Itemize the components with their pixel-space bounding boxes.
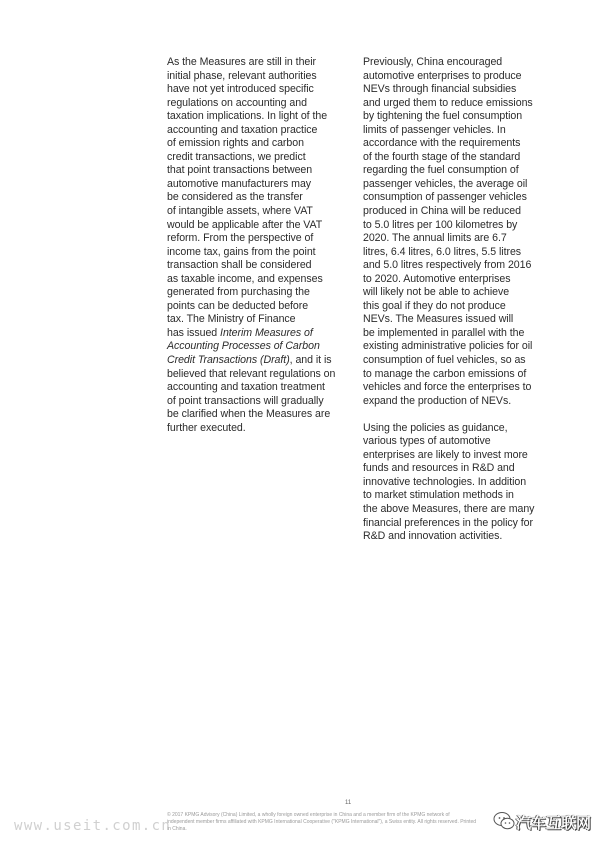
wechat-icon bbox=[493, 811, 515, 831]
text-line: that point transactions between bbox=[167, 164, 313, 177]
text-line: transaction shall be considered bbox=[167, 259, 312, 272]
text-line: existing administrative policies for oil bbox=[363, 340, 533, 353]
text-line: regarding the fuel consumption of bbox=[363, 164, 519, 177]
text-line: to 2020. Automotive enterprises bbox=[363, 272, 511, 285]
text-line: passenger vehicles, the average oil bbox=[363, 177, 528, 190]
text-line: generated from purchasing the bbox=[167, 286, 310, 299]
text-fragment: , and it is bbox=[289, 354, 332, 367]
page-number: 11 bbox=[345, 800, 352, 806]
text-line: this goal if they do not produce bbox=[363, 299, 506, 312]
text-line: of point transactions will gradually bbox=[167, 394, 324, 407]
right-column bbox=[363, 56, 551, 544]
text-line: accounting and taxation practice bbox=[167, 123, 318, 136]
text-line: credit transactions, we predict bbox=[167, 150, 306, 163]
text-line: be clarified when the Measures are bbox=[167, 408, 331, 421]
text-line bbox=[167, 354, 355, 368]
site-watermark: www.useit.com.cn bbox=[14, 818, 172, 834]
text-line bbox=[167, 327, 355, 341]
text-line: to market stimulation methods in bbox=[363, 489, 514, 502]
text-line: tax. The Ministry of Finance bbox=[167, 313, 296, 326]
text-line: consumption of fuel vehicles, so as bbox=[363, 354, 526, 367]
text-line: funds and resources in R&D and bbox=[363, 462, 515, 475]
text-line: believed that relevant regulations on bbox=[167, 367, 336, 380]
text-line: accounting and taxation treatment bbox=[167, 381, 325, 394]
text-line: financial preferences in the policy for bbox=[363, 516, 533, 529]
left-column bbox=[167, 56, 355, 435]
text-line: enterprises are likely to invest more bbox=[363, 448, 528, 461]
text-line: of the fourth stage of the standard bbox=[363, 150, 521, 163]
text-line: points can be deducted before bbox=[167, 299, 309, 312]
text-line: expand the production of NEVs. bbox=[363, 394, 512, 407]
text-line: as taxable income, and expenses bbox=[167, 272, 323, 285]
text-line: various types of automotive bbox=[363, 435, 491, 448]
text-line: and urged them to reduce emissions bbox=[363, 96, 533, 109]
text-line: of intangible assets, where VAT bbox=[167, 205, 313, 218]
text-line: taxation implications. In light of the bbox=[167, 110, 328, 123]
text-line: would be applicable after the VAT bbox=[167, 218, 323, 231]
text-line: As the Measures are still in their bbox=[167, 56, 317, 68]
text-line: and 5.0 litres respectively from 2016 bbox=[363, 259, 532, 272]
text-line: reform. From the perspective of bbox=[167, 232, 314, 245]
paragraph-previously bbox=[363, 56, 551, 408]
text-line: initial phase, relevant authorities bbox=[167, 69, 317, 82]
copyright-footer bbox=[167, 812, 507, 833]
text-fragment: has issued bbox=[167, 326, 221, 339]
text-line: of emission rights and carbon bbox=[167, 137, 304, 150]
text-line: NEVs. The Measures issued will bbox=[363, 313, 514, 326]
text-line: innovative technologies. In addition bbox=[363, 475, 527, 488]
text-line: automotive manufacturers may bbox=[167, 177, 312, 190]
text-line: regulations on accounting and bbox=[167, 96, 307, 109]
text-line: 2020. The annual limits are 6.7 bbox=[363, 232, 507, 245]
text-line: limits of passenger vehicles. In bbox=[363, 123, 506, 136]
document-title-italic: Accounting Processes of Carbon bbox=[167, 340, 320, 353]
text-line: will likely not be able to achieve bbox=[363, 286, 510, 299]
document-title-italic: Credit Transactions (Draft) bbox=[167, 354, 290, 367]
text-line: Previously, China encouraged bbox=[363, 56, 503, 68]
footer-line: in China. bbox=[167, 826, 187, 832]
text-line: have not yet introduced specific bbox=[167, 83, 314, 96]
text-line: accordance with the requirements bbox=[363, 137, 521, 150]
text-line: R&D and innovation activities. bbox=[363, 530, 503, 543]
wechat-watermark bbox=[493, 808, 593, 834]
text-line: to manage the carbon emissions of bbox=[363, 367, 527, 380]
text-line: NEVs through financial subsidies bbox=[363, 83, 517, 96]
text-line: automotive enterprises to produce bbox=[363, 69, 522, 82]
text-line: consumption of passenger vehicles bbox=[363, 191, 527, 204]
wechat-account-name: 汽车互联网 bbox=[516, 814, 592, 832]
text-line: litres, 6.4 litres, 6.0 litres, 5.5 litres bbox=[363, 245, 522, 258]
text-line: by tightening the fuel consumption bbox=[363, 110, 523, 123]
footer-line: © 2017 KPMG Advisory (China) Limited, a wholly foreign owned enterprise in China and a member firm of the KPMG network of bbox=[167, 812, 450, 818]
paragraph-policies bbox=[363, 422, 551, 544]
text-line: the above Measures, there are many bbox=[363, 503, 535, 515]
text-line: income tax, gains from the point bbox=[167, 245, 316, 258]
paragraph-spacer bbox=[363, 408, 551, 422]
text-line: be considered as the transfer bbox=[167, 191, 303, 204]
text-line: Using the policies as guidance, bbox=[363, 421, 508, 434]
footer-line: independent member firms affiliated with KPMG International Cooperative ("KPMG International"), a Swiss entity. All rights reserved. Printed bbox=[167, 819, 477, 825]
text-line: vehicles and force the enterprises to bbox=[363, 381, 532, 394]
text-line: to 5.0 litres per 100 kilometres by bbox=[363, 218, 518, 231]
text-line: produced in China will be reduced bbox=[363, 205, 521, 218]
text-line: further executed. bbox=[167, 421, 246, 434]
document-title-italic: Interim Measures of bbox=[220, 326, 313, 339]
text-line: be implemented in parallel with the bbox=[363, 326, 525, 339]
